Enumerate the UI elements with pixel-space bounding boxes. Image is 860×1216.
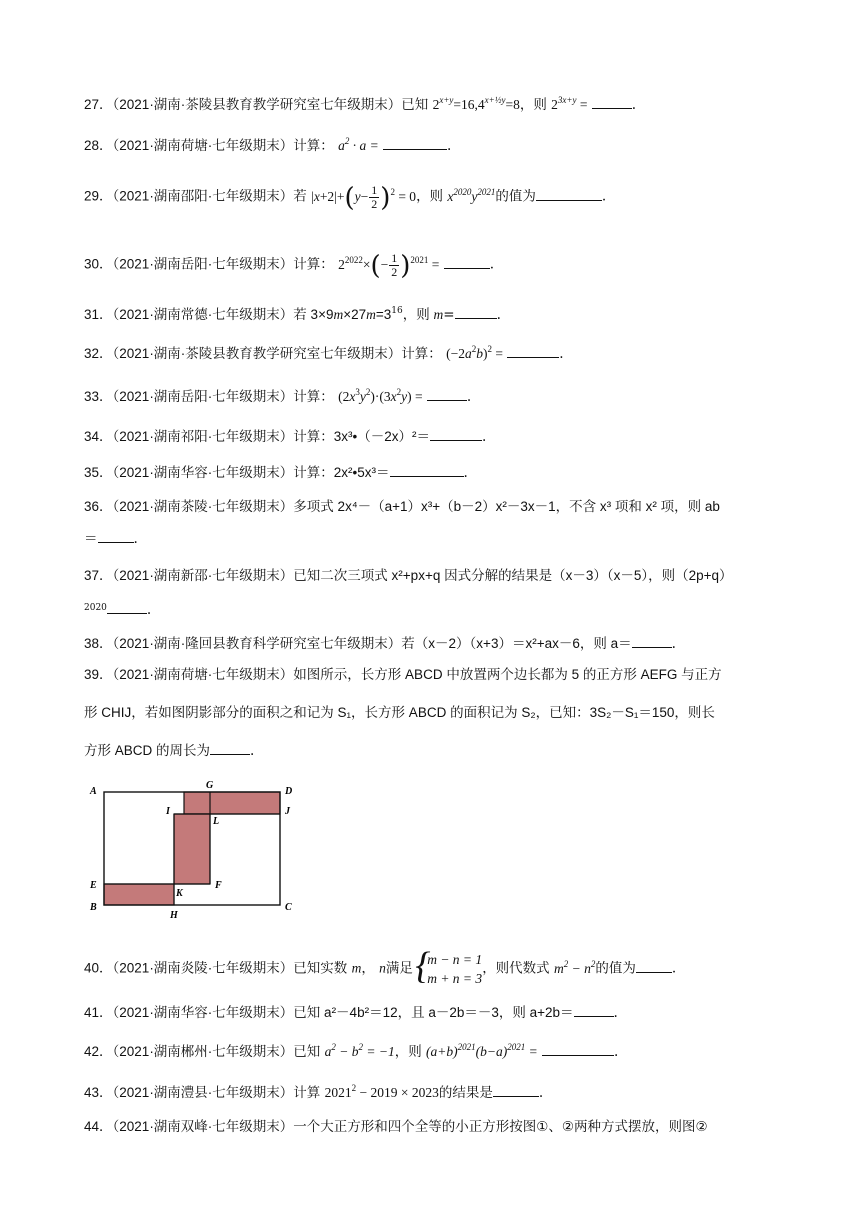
variable-m: m [351,960,362,976]
question-36 [84,497,790,517]
question-42 [84,1042,790,1062]
question-text: （2021·湖南华容·七年级期末）已知 a²－4b²＝12，且 a－2b＝－3，则 a+2b＝ [112,1005,574,1020]
expression: $m^2 - n^2$ [553,958,596,976]
question-text: （2021·湖南·茶陵县教育教学研究室七年级期末）已知 [112,97,429,112]
answer-blank[interactable] [636,959,672,973]
period: . [133,531,138,547]
question-37-line2 [84,598,790,620]
question-text: （2021·湖南邵阳·七年级期末）若 [112,188,307,204]
connector-text: =3 [375,307,392,322]
period: . [671,636,676,652]
answer-blank[interactable] [592,95,632,109]
answer-blank[interactable] [444,255,490,269]
answer-blank[interactable] [574,1003,614,1017]
question-text: （2021·湖南·隆回县教育科学研究室七年级期末）若（x－2）（x+3）＝x²+ax－6，则 a＝ [112,636,632,651]
label-g: G [206,780,214,791]
question-text: 形 CHIJ，若如图阴影部分的面积之和记为 S₁，长方形 ABCD 的面积记为 S₂，已知：3S₂－S₁＝150，则长 [84,705,715,720]
expression: $2021^2 - 2019 \times 2023$ [324,1083,439,1100]
question-43 [84,1083,790,1103]
period: . [613,1005,618,1021]
label-e: E [90,880,97,891]
question-number: 42． [84,1044,113,1059]
expression: $(-2a^2b)^2$ = [446,344,503,361]
period: . [496,307,501,323]
period: . [482,429,487,445]
question-number: 37． [84,568,113,583]
question-number: 29． [84,188,113,204]
label-k: K [176,888,183,899]
connector-text: ，则 [519,97,547,112]
question-40 [84,950,790,988]
answer-blank[interactable] [210,741,250,755]
question-36-line2 [84,529,790,549]
question-text-tail: 的值为 [595,960,636,976]
expression: $x^{2020}y^{2021}$ [447,186,496,204]
question-text: （2021·湖南荷塘·七年级期末）如图所示，长方形 ABCD 中放置两个边长都为 5 的正方形 AEFG 与正方 [112,667,722,682]
period: . [614,1044,619,1060]
question-number: 31． [84,307,113,322]
question-text: （2021·湖南·茶陵县教育教学研究室七年级期末）计算： [112,346,442,361]
question-text: （2021·湖南炎陵·七年级期末）已知实数 [112,960,348,976]
answer-blank[interactable] [107,600,147,614]
connector-text: ，则 [416,188,444,204]
label-b: B [90,902,97,913]
equation: $2^{x+y}=16,4^{x+\frac{1}{2}y}=8$ [432,95,520,112]
label-l: L [213,816,220,827]
question-text: （2021·湖南祁阳·七年级期末）计算：3x³•（－2x）²＝ [112,429,431,444]
variable-n: n [379,960,386,976]
rectangle-figure [84,780,304,920]
question-text-tail: 的值为 [495,188,536,204]
shaded-strip-bottom [104,884,174,905]
label-d: D [285,786,293,797]
question-number: 43． [84,1085,113,1100]
question-37 [84,566,790,586]
connector-text: ×27 [343,307,367,322]
label-j: J [285,806,290,817]
label-a: A [90,786,97,797]
connector-text: ，则 [402,307,434,322]
question-39-line2 [84,703,790,723]
connector-text: 满足 [385,960,413,976]
period: . [489,256,495,273]
question-number: 32． [84,346,113,361]
shaded-strip-middle [174,814,210,884]
expression: $(2x^3y^2)\cdot(3x^2y)$ = [338,387,423,404]
connector-text: ，则代数式 [482,960,550,976]
question-27 [84,95,790,115]
equation: $a^2 - b^2 = -1$ [324,1042,395,1059]
question-number: 33． [84,389,113,404]
question-number: 44． [84,1119,113,1134]
period: . [538,1085,544,1101]
question-text: （2021·湖南华容·七年级期末）计算：2x²•5x³＝ [112,465,390,480]
comma: ， [361,960,375,976]
question-44 [84,1117,790,1137]
expression: $2^{2022}\times(-$ $\frac{1}{2}$ )$^{2021}$ = [338,250,440,281]
answer-blank[interactable] [536,187,602,201]
label-f: F [215,880,222,891]
question-number: 39． [84,667,113,682]
question-text: 方形 ABCD 的周长为 [84,743,211,758]
question-text: （2021·湖南常德·七年级期末）若 3×9 [112,307,334,322]
question-39 [84,665,790,685]
period: . [466,389,472,405]
question-35 [84,463,790,483]
answer-blank[interactable] [383,136,447,150]
expression: $a^2 \cdot a$ = [338,136,379,153]
question-text: （2021·湖南岳阳·七年级期末）计算： [112,256,334,272]
question-38 [84,634,790,654]
answer-blank[interactable] [542,1042,614,1056]
question-number: 41． [84,1005,113,1020]
question-number: 40． [84,960,113,976]
equation: |x+2|+(y− $\frac{1}{2}$ )$^2$ = 0 [311,182,417,213]
question-text: （2021·湖南茶陵·七年级期末）多项式 2x⁴－（a+1）x³+（b－2）x²－3x－1，不含 x³ 项和 x² 项，则 ab [112,499,720,514]
expression: $(a+b)^{2021}(b-a)^{2021}$ = [426,1042,538,1059]
period: . [559,346,564,362]
question-number: 36． [84,499,113,514]
answer-blank[interactable] [427,387,467,401]
exponent: 16 [391,306,403,316]
question-text: （2021·湖南澧县·七年级期末）计算 [112,1085,321,1100]
question-text: （2021·湖南新邵·七年级期末）已知二次三项式 x²+px+q 因式分解的结果是（x－3）（x－5），则（2p+q） [112,568,733,583]
question-34 [84,427,790,447]
question-text: （2021·湖南双峰·七年级期末）一个大正方形和四个全等的小正方形按图①、②两种方式摆放，则图② [112,1119,708,1134]
period: . [671,960,677,977]
question-text: （2021·湖南郴州·七年级期末）已知 [112,1044,321,1059]
question-number: 28． [84,138,113,153]
label-c: C [285,902,292,913]
period: . [463,465,468,481]
period: . [601,188,607,205]
question-text-tail: 的结果是 [438,1085,493,1100]
question-text: （2021·湖南荷塘·七年级期末）计算： [112,138,334,153]
equation-system [417,950,482,988]
answer-blank[interactable] [632,634,672,648]
question-number: 34． [84,429,113,444]
label-h: H [170,910,178,920]
equation-2: m + n = 3 [427,971,483,986]
question-32 [84,344,790,364]
question-number: 27． [84,97,113,112]
answer-blank[interactable] [430,427,482,441]
label-i: I [166,806,170,817]
question-33 [84,387,790,407]
question-number: 30． [84,256,113,272]
question-30 [84,252,790,279]
period: . [447,138,452,154]
question-text: （2021·湖南岳阳·七年级期末）计算： [112,389,334,404]
question-number: 38． [84,636,113,651]
expression: $2^{3x+y}$ = [551,95,588,112]
equation-1: { m − n = 1 [427,952,483,967]
question-39-line3 [84,741,790,761]
question-29 [84,184,790,211]
question-28 [84,136,790,156]
question-31: 31．（2021·湖南常德·七年级期末）若 $3\times 9m\times 27m=3^{16}$，则 m= . [84,306,501,323]
period: . [631,97,637,113]
question-41 [84,1003,790,1023]
answer-blank[interactable] [507,344,559,358]
connector-text: ，则 [394,1044,422,1059]
shaded-strip-top [184,792,280,814]
answer-blank[interactable] [390,463,464,477]
period: . [250,743,255,759]
question-number: 35． [84,465,113,480]
answer-blank[interactable] [98,529,134,543]
answer-blank[interactable] [455,305,497,319]
equals-sign: ＝ [84,531,98,547]
answer-blank[interactable] [493,1083,539,1097]
period: . [146,602,152,618]
exponent: 2020 [84,603,107,613]
